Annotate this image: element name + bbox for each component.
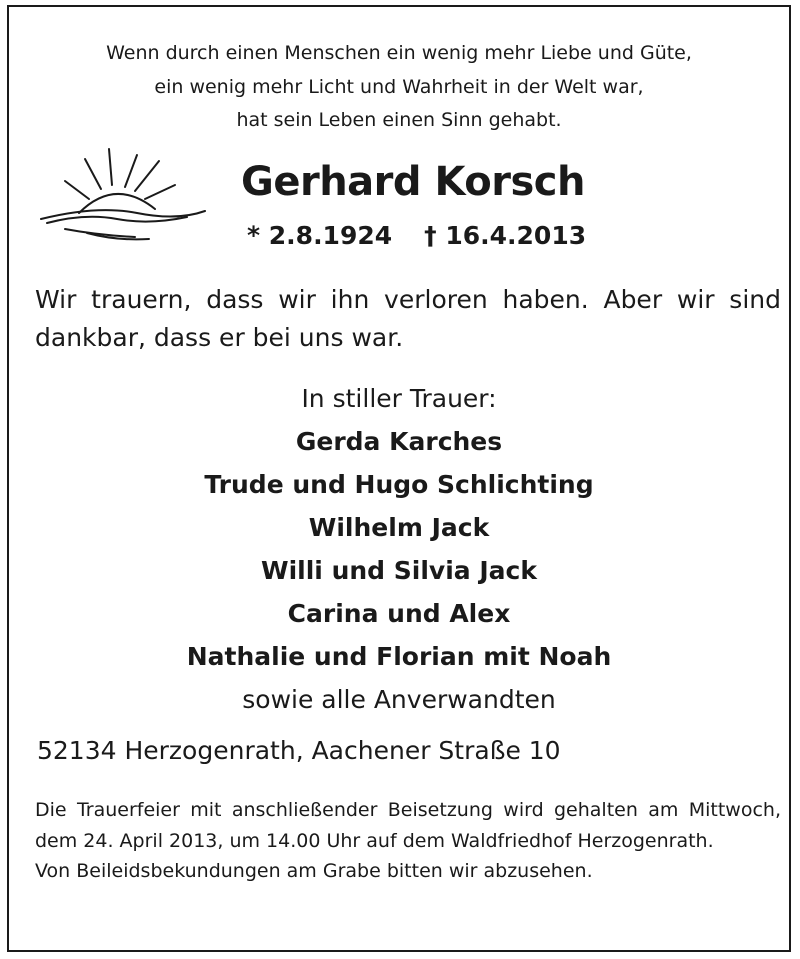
mourners-closing: sowie alle Anverwandten xyxy=(242,685,556,714)
mourner-name: Nathalie und Florian mit Noah xyxy=(186,642,612,671)
obituary-frame xyxy=(7,5,791,952)
motto-line: Wenn durch einen Menschen ein wenig mehr Liebe und Güte, xyxy=(106,42,692,64)
mourners-intro: In stiller Trauer: xyxy=(301,384,497,413)
mourner-name: Willi und Silvia Jack xyxy=(261,556,537,585)
funeral-service-info xyxy=(35,795,781,887)
mourners-list xyxy=(9,377,789,721)
deceased-name: Gerhard Korsch xyxy=(241,159,585,205)
mourning-statement: Wir trauern, dass wir ihn verloren haben. Aber wir sind dankbar, dass er bei uns war. xyxy=(35,285,781,352)
mourner-name: Wilhelm Jack xyxy=(308,513,490,542)
service-details: Die Trauerfeier mit anschließender Beisetzung wird gehalten am Mittwoch, dem 24. April 2013, um 14.00 Uhr auf dem Waldfriedhof Herzogenrath. xyxy=(35,799,781,852)
mourner-name: Carina und Alex xyxy=(287,599,511,628)
life-dates xyxy=(247,221,586,250)
sunset-icon xyxy=(37,147,207,242)
birth-date: * 2.8.1924 xyxy=(247,221,393,250)
condolence-note: Von Beileidsbekundungen am Grabe bitten wir abzusehen. xyxy=(35,860,593,882)
memorial-motto xyxy=(9,37,789,138)
mourner-name: Gerda Karches xyxy=(295,427,503,456)
motto-line: hat sein Leben einen Sinn gehabt. xyxy=(236,109,562,131)
death-date: † 16.4.2013 xyxy=(424,221,587,250)
mourner-name: Trude und Hugo Schlichting xyxy=(204,470,594,499)
motto-line: ein wenig mehr Licht und Wahrheit in der Welt war, xyxy=(154,75,644,98)
family-address: 52134 Herzogenrath, Aachener Straße 10 xyxy=(37,736,561,765)
